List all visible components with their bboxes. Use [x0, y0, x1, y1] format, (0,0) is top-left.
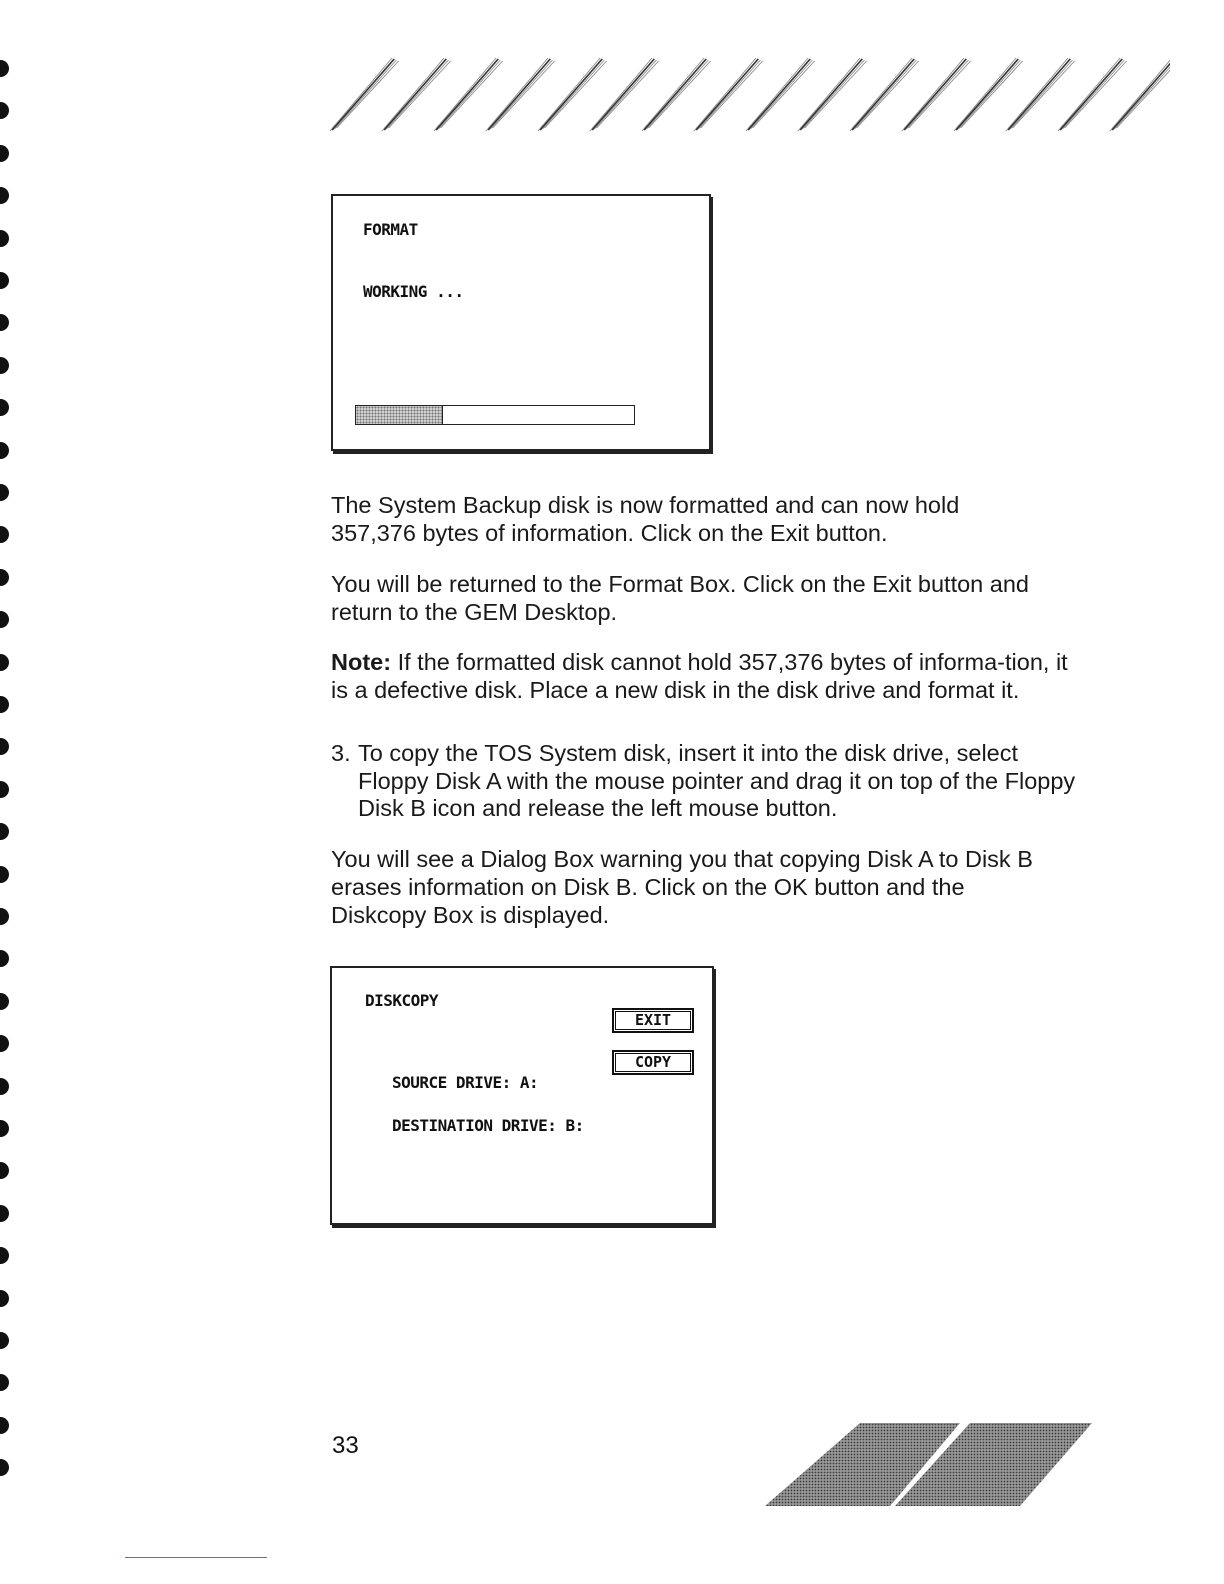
- format-dialog-title: FORMAT: [363, 220, 418, 239]
- binding-hole: [0, 1332, 9, 1349]
- note-label: Note:: [331, 649, 392, 675]
- binding-hole: [0, 1205, 9, 1222]
- step-3-text: To copy the TOS System disk, insert it into the disk drive, select Floppy Disk A with the mouse pointer and drag it on top of the Floppy Disk B icon and release the left mouse button.: [358, 740, 1076, 821]
- binding-hole: [0, 866, 9, 883]
- hatch-stroke: [488, 59, 550, 130]
- hatch-stroke: [701, 61, 763, 128]
- binding-hole: [0, 1078, 9, 1095]
- hatch-stroke: [493, 61, 555, 128]
- hatch-stroke: [1010, 60, 1072, 129]
- step-3: [331, 740, 1091, 823]
- exit-button[interactable]: EXIT: [612, 1008, 694, 1033]
- hatch-stroke: [594, 60, 656, 129]
- binding-hole: [0, 908, 9, 925]
- note-text: If the formatted disk cannot hold 357,376 bytes of informa-tion, it is a defective disk. Place a new disk in the disk drive and format it.: [331, 649, 1068, 703]
- step-3-number: 3.: [331, 740, 351, 766]
- binding-hole: [0, 1459, 9, 1476]
- binding-hole: [0, 272, 9, 289]
- binding-hole: [0, 950, 9, 967]
- hatch-stroke: [330, 58, 392, 131]
- page-number: 33: [332, 1432, 359, 1459]
- paragraph-diskcopy: You will see a Dialog Box warning you that copying Disk A to Disk B erases information on Disk B. Click on the OK button and the Diskcopy Box is displayed.: [331, 846, 1033, 928]
- hatch-stroke: [592, 59, 654, 130]
- hatch-stroke: [545, 61, 607, 128]
- spiral-binding: [0, 60, 14, 1500]
- binding-hole: [0, 654, 9, 671]
- hatch-stroke: [750, 60, 812, 129]
- binding-hole: [0, 187, 9, 204]
- paragraph-return: You will be returned to the Format Box. Click on the Exit button and return to the GEM Desktop.: [331, 571, 1029, 625]
- binding-hole: [0, 102, 9, 119]
- bottom-rule: [125, 1557, 267, 1558]
- binding-hole: [0, 1417, 9, 1434]
- hatch-stroke: [1060, 59, 1122, 130]
- hatch-stroke: [332, 59, 394, 130]
- diskcopy-dialog-title: DISKCOPY: [365, 991, 439, 1010]
- binding-hole: [0, 526, 9, 543]
- hatch-stroke: [802, 60, 864, 129]
- hatch-stroke: [490, 60, 552, 129]
- binding-hole: [0, 1162, 9, 1179]
- format-progress-bar: [355, 405, 635, 425]
- binding-hole: [0, 399, 9, 416]
- binding-hole: [0, 314, 9, 331]
- binding-hole: [0, 569, 9, 586]
- binding-hole: [0, 696, 9, 713]
- hatch-stroke: [753, 61, 815, 128]
- binding-hole: [0, 1290, 9, 1307]
- hatch-stroke: [436, 59, 498, 130]
- hatch-stroke: [649, 61, 711, 128]
- decorative-corner-stripes: [760, 1420, 1095, 1508]
- paragraph-note: [331, 648, 1086, 704]
- hatch-stroke: [956, 59, 1018, 130]
- destination-drive-label: DESTINATION DRIVE: B:: [392, 1116, 584, 1135]
- hatch-stroke: [854, 60, 916, 129]
- copy-button[interactable]: COPY: [612, 1050, 694, 1075]
- hatch-stroke: [438, 60, 500, 129]
- hatch-stroke: [386, 60, 448, 129]
- binding-hole: [0, 1247, 9, 1264]
- binding-hole: [0, 442, 9, 459]
- hatch-stroke: [698, 60, 760, 129]
- hatch-stroke: [389, 61, 451, 128]
- decorative-hatch-header: [325, 55, 1170, 135]
- binding-hole: [0, 60, 9, 77]
- hatch-stroke: [540, 59, 602, 130]
- hatch-stroke: [337, 61, 399, 128]
- hatch-stroke: [597, 61, 659, 128]
- binding-hole: [0, 1120, 9, 1137]
- hatch-stroke: [805, 61, 867, 128]
- paragraph-formatted: The System Backup disk is now formatted and can now hold 357,376 bytes of information. Click on the Exit button.: [331, 492, 960, 546]
- binding-hole: [0, 484, 9, 501]
- hatch-stroke: [852, 59, 914, 130]
- binding-hole: [0, 738, 9, 755]
- binding-hole: [0, 145, 9, 162]
- hatch-stroke: [800, 59, 862, 130]
- binding-hole: [0, 993, 9, 1010]
- hatch-stroke: [904, 59, 966, 130]
- hatch-stroke: [644, 59, 706, 130]
- hatch-stroke: [961, 61, 1023, 128]
- hatch-stroke: [958, 60, 1020, 129]
- binding-hole: [0, 1035, 9, 1052]
- hatch-stroke: [542, 60, 604, 129]
- binding-hole: [0, 611, 9, 628]
- hatch-stroke: [748, 59, 810, 130]
- hatch-stroke: [696, 59, 758, 130]
- binding-hole: [0, 1374, 9, 1391]
- hatch-stroke: [1062, 60, 1124, 129]
- hatch-stroke: [1008, 59, 1070, 130]
- hatch-stroke: [1065, 61, 1127, 128]
- binding-hole: [0, 781, 9, 798]
- format-progress-fill: [356, 406, 443, 424]
- hatch-stroke: [857, 61, 919, 128]
- source-drive-label: SOURCE DRIVE: A:: [392, 1073, 539, 1092]
- hatch-stroke: [906, 60, 968, 129]
- hatch-stroke: [384, 59, 446, 130]
- format-dialog: [331, 194, 711, 451]
- binding-hole: [0, 823, 9, 840]
- hatch-stroke: [1013, 61, 1075, 128]
- hatch-stroke: [334, 60, 396, 129]
- format-status-text: WORKING ...: [363, 282, 464, 301]
- diskcopy-dialog: [330, 966, 714, 1225]
- hatch-stroke: [646, 60, 708, 129]
- binding-hole: [0, 357, 9, 374]
- hatch-stroke: [909, 61, 971, 128]
- hatch-stroke: [441, 61, 503, 128]
- binding-hole: [0, 230, 9, 247]
